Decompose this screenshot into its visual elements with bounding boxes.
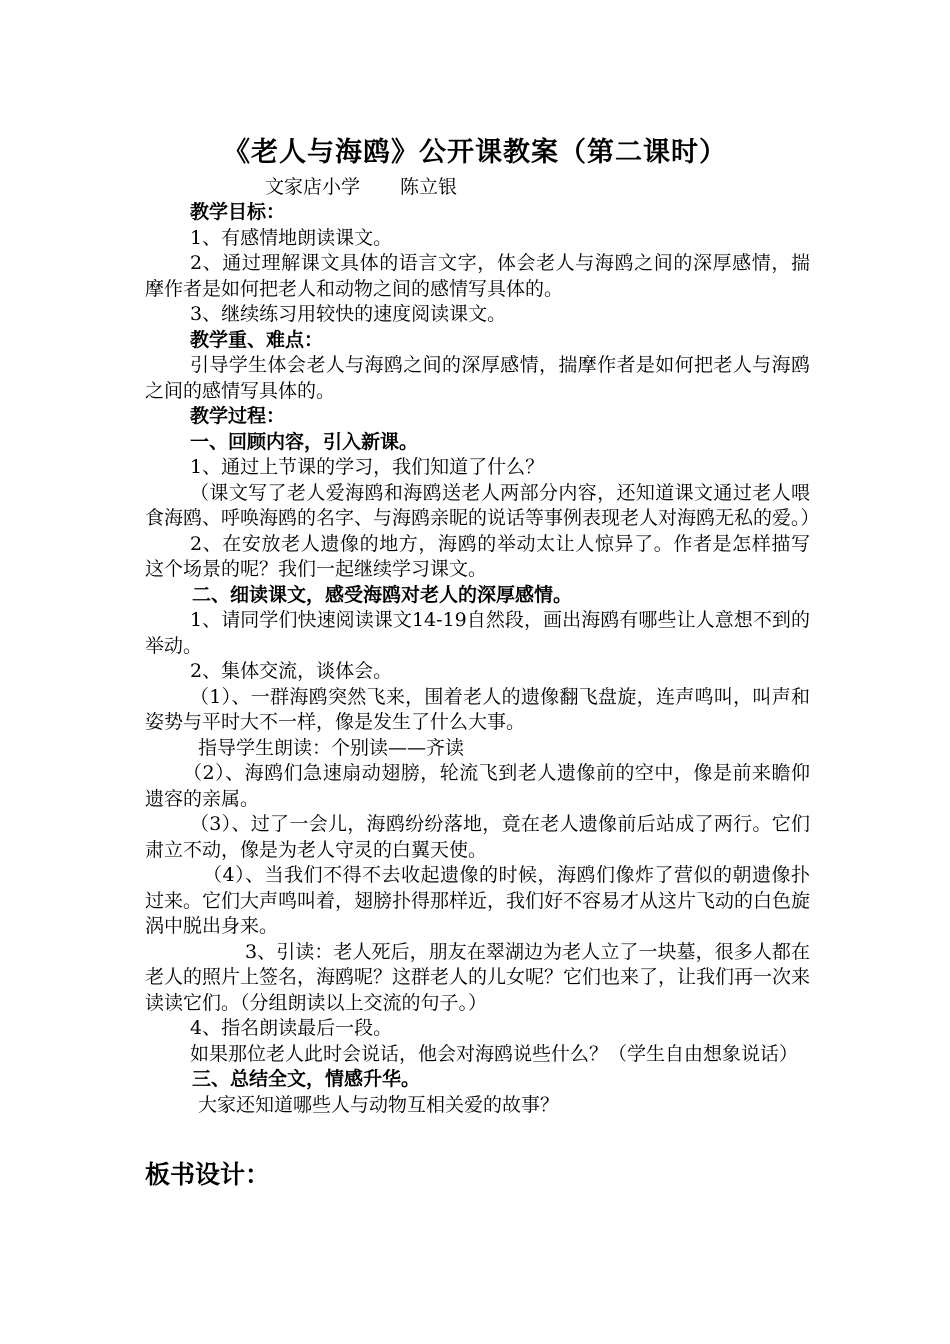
paragraph: 2、通过理解课文具体的语言文字，体会老人与海鸥之间的深厚感情，揣摩作者是如何把老人和动物之间的感情写具体的。: [145, 252, 810, 300]
section-heading-goals: 教学目标：: [190, 201, 286, 223]
paragraph: 如果那位老人此时会说话，他会对海鸥说些什么？（学生自由想象说话）: [190, 1042, 799, 1065]
document-body: [145, 200, 820, 1118]
paragraph: （4）、当我们不得不去收起遗像的时候，海鸥们像炸了营似的朝遗像扑过来。它们大声鸣叫着，翅膀扑得那样近，我们好不容易才从这片飞动的白色旋涡中脱出身来。: [145, 864, 811, 937]
paragraph: 1、请同学们快速阅读课文14-19自然段，画出海鸥有哪些让人意想不到的举动。: [145, 609, 810, 657]
paragraph: 指导学生朗读：个别读——齐读: [198, 736, 465, 759]
paragraph: （课文写了老人爱海鸥和海鸥送老人两部分内容，还知道课文通过老人喂食海鸥、呼唤海鸥的名字、与海鸥亲昵的说话等事例表现老人对海鸥无私的爱。）: [145, 481, 820, 529]
section-heading-process: 教学过程：: [190, 405, 286, 427]
section-heading-key-points: 教学重、难点：: [190, 328, 324, 351]
paragraph: 3、继续练习用较快的速度阅读课文。: [190, 303, 507, 325]
paragraph: 1、有感情地朗读课文。: [190, 226, 393, 249]
paragraph: 引导学生体会老人与海鸥之间的深厚感情，揣摩作者是如何把老人与海鸥之间的感情写具体的。: [145, 354, 810, 402]
paragraph: 大家还知道哪些人与动物互相关爱的故事？: [198, 1093, 560, 1116]
paragraph: （2）、海鸥们急速扇动翅膀，轮流飞到老人遗像前的空中，像是前来瞻仰遗容的亲属。: [145, 762, 810, 810]
paragraph: 2、在安放老人遗像的地方，海鸥的举动太让人惊异了。作者是怎样描写这个场景的呢？我们一起继续学习课文。: [145, 532, 810, 580]
page-title: 《老人与海鸥》公开课教案（第二课时）: [223, 137, 727, 168]
paragraph: （3）、过了一会儿，海鸥纷纷落地，竟在老人遗像前后站成了两行。它们肃立不动，像是为老人守灵的白翼天使。: [145, 813, 810, 861]
paragraph: 3、引读：老人死后，朋友在翠湖边为老人立了一块墓，很多人都在老人的照片上签名，海鸥呢？这群老人的儿女呢？它们也来了，让我们再一次来读读它们。（分组朗读以上交流的句子。）: [145, 940, 811, 1014]
board-design-heading: 板书设计：: [145, 1160, 271, 1189]
paragraph: 2、集体交流，谈体会。: [190, 660, 393, 682]
step-heading-1: 一、回顾内容，引入新课。: [190, 430, 419, 453]
paragraph: 4、指名朗读最后一段。: [190, 1017, 393, 1039]
school-name: 文家店小学: [265, 176, 361, 198]
step-heading-3: 三、总结全文，情感升华。: [192, 1068, 421, 1090]
paragraph: 1、通过上节课的学习，我们知道了什么？: [190, 456, 545, 478]
step-heading-2: 二、细读课文，感受海鸥对老人的深厚感情。: [192, 583, 573, 606]
paragraph: （1）、一群海鸥突然飞来，围着老人的遗像翻飞盘旋，连声鸣叫，叫声和姿势与平时大不一样，像是发生了什么大事。: [145, 685, 810, 733]
teacher-name: 陈立银: [400, 176, 458, 198]
author-line: [265, 172, 457, 199]
